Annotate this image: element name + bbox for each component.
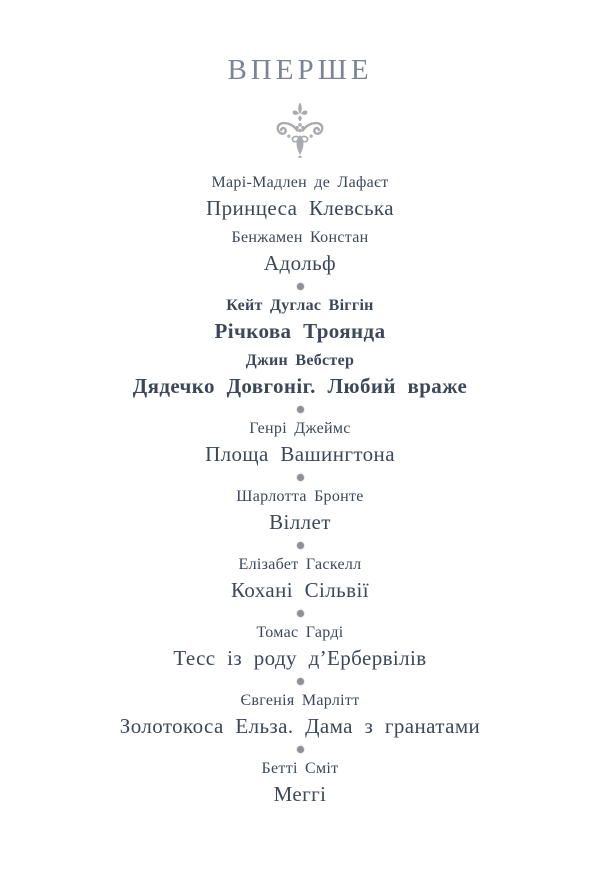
book-entry	[0, 487, 600, 535]
author-name: Шарлотта Бронте	[236, 488, 364, 505]
book-entry	[0, 555, 600, 603]
book-title: Адольф	[263, 251, 337, 275]
divider-dot-icon	[297, 746, 304, 753]
author-name: Томас Гарді	[256, 624, 344, 641]
divider-dot-icon	[297, 283, 304, 290]
book-title: Кохані Сільвії	[231, 578, 369, 602]
book-entry	[0, 419, 600, 467]
divider-dot-icon	[297, 406, 304, 413]
book-entry	[0, 351, 600, 399]
author-name: Бенжамен Констан	[231, 229, 369, 246]
author-name: Генрі Джеймс	[249, 420, 351, 437]
book-title: Принцеса Клевська	[206, 196, 394, 220]
fleuron-ornament-icon	[0, 102, 600, 158]
page-title: ВПЕРШЕ	[227, 54, 373, 86]
book-title: Віллет	[269, 510, 331, 534]
book-title: Річкова Троянда	[214, 319, 386, 343]
divider-dot-icon	[297, 610, 304, 617]
book-entry	[0, 296, 600, 344]
author-name: Марі-Мадлен де Лафаєт	[211, 174, 389, 191]
book-title: Дядечко Довгоніг. Любий враже	[132, 374, 468, 398]
divider-dot-icon	[297, 474, 304, 481]
book-title: Тесс із роду д’Ербервілів	[173, 646, 427, 670]
book-list	[0, 173, 600, 807]
book-entry	[0, 228, 600, 276]
author-name: Кейт Дуглас Віггін	[226, 297, 374, 314]
book-title: Меггі	[273, 782, 327, 806]
author-name: Джин Вебстер	[245, 352, 355, 369]
author-name: Бетті Сміт	[261, 760, 339, 777]
divider-dot-icon	[297, 678, 304, 685]
book-entry	[0, 623, 600, 671]
book-entry	[0, 173, 600, 221]
book-title: Золотокоса Ельза. Дама з гранатами	[119, 714, 481, 738]
book-title: Площа Вашингтона	[205, 442, 395, 466]
book-entry	[0, 691, 600, 739]
author-name: Євгенія Марлітт	[240, 692, 360, 709]
author-name: Елізабет Гаскелл	[238, 556, 362, 573]
divider-dot-icon	[297, 542, 304, 549]
book-entry	[0, 759, 600, 807]
